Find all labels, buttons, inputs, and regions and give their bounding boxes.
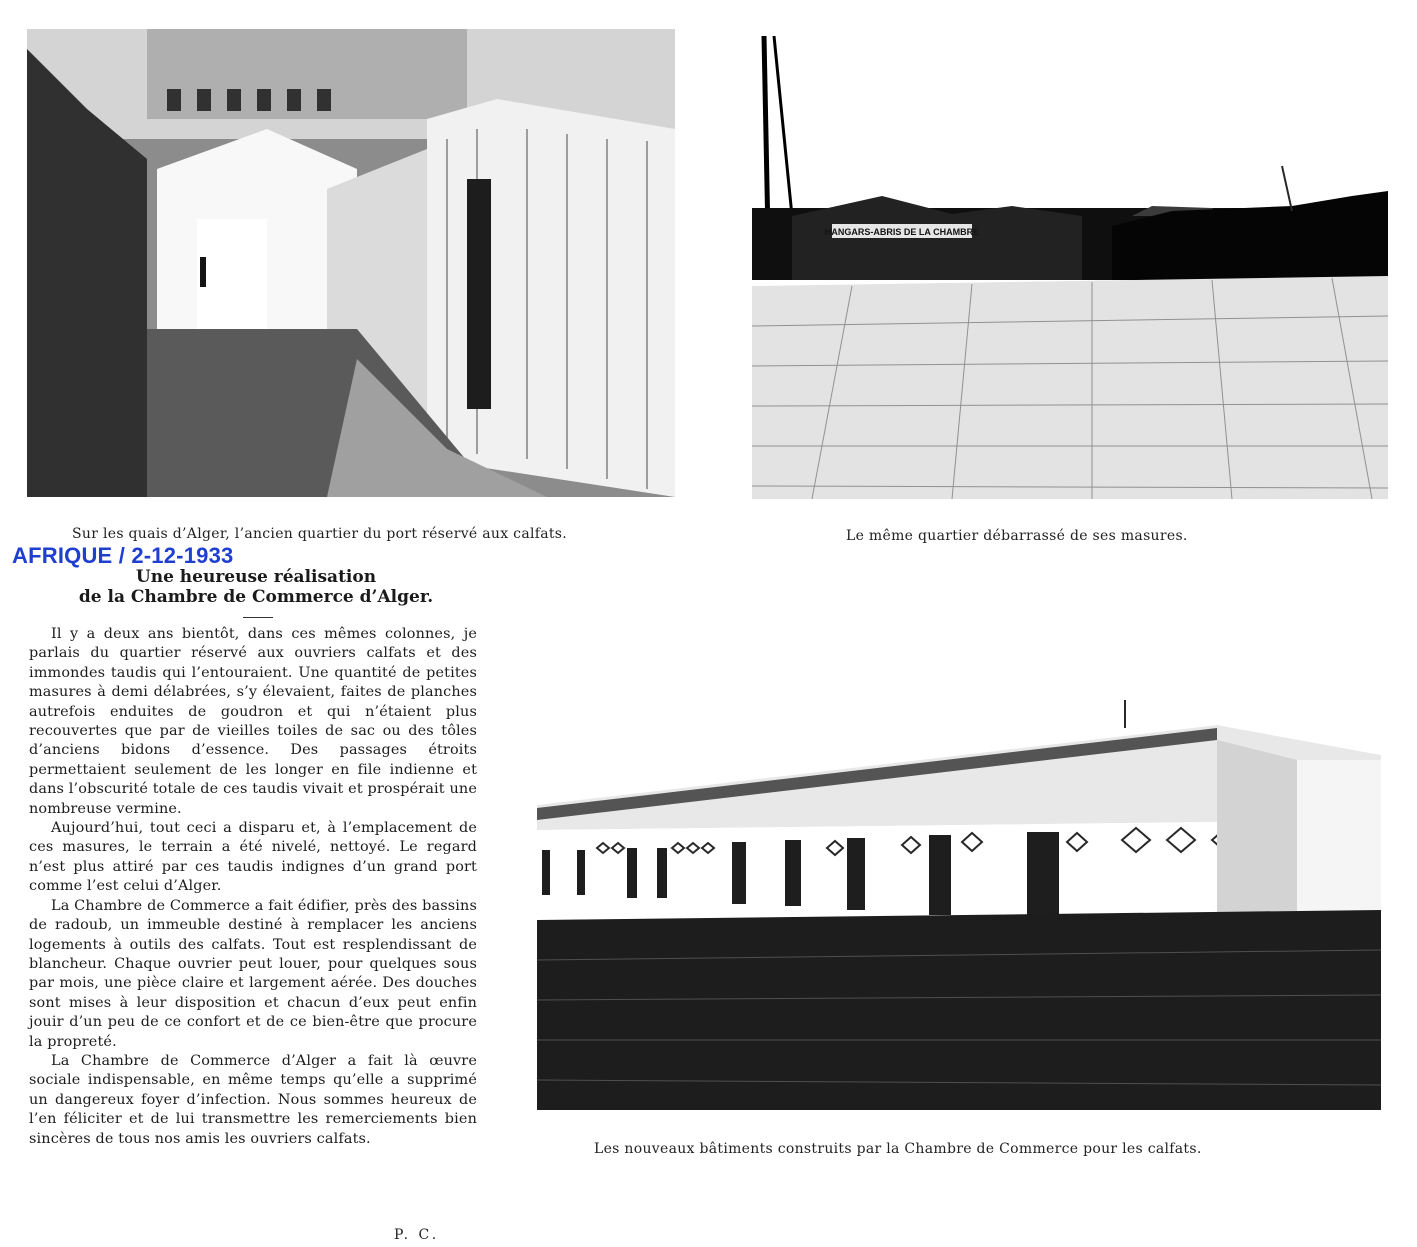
headline-line-2: de la Chambre de Commerce d’Alger.	[78, 587, 434, 607]
caption-old-shacks: Sur les quais d’Alger, l’ancien quartier du port réservé aux calfats.	[72, 526, 568, 542]
photo-new-buildings	[537, 580, 1381, 1110]
article-paragraph-2: Aujourd’hui, tout ceci a disparu et, à l’emplacement de ces masures, le terrain a été nivelé, nettoyé. Le regard n’est plus attiré par ces taudis indignes d’un grand port comme l’est celui d’Alger.	[29, 820, 477, 895]
caption-new-buildings: Les nouveaux bâtiments construits par la Chambre de Commerce pour les calfats.	[594, 1141, 1202, 1157]
photo-old-shacks	[27, 29, 675, 497]
article-signature: P. C.	[394, 1227, 440, 1243]
source-tag: AFRIQUE / 2-12-1933	[12, 543, 234, 568]
article-paragraph-1: Il y a deux ans bientôt, dans ces mêmes colonnes, je parlais du quartier réservé aux ouvriers calfats et des immondes taudis qui l’entouraient. Une quantité de petites masures à demi délabrées, s’y élevaient, faites de planches autrefois enduites de goudron et qui n’étaient plus recouvertes que par de vieilles toiles de sac ou des tôles d’anciens bidons d’essence. Des passages étroits permettaient seulement de les longer en file indienne et dans l’obscurité totale de ces taudis vivait et prospérait une nombreuse vermine.	[29, 626, 477, 817]
article-paragraph-3: La Chambre de Commerce a fait édifier, près des bassins de radoub, un immeuble destiné à remplacer les anciens logements à outils des calfats. Tout est resplendissant de blancheur. Chaque ouvrier peut louer, pour quelques sous par mois, une pièce claire et largement aérée. Des douches sont mises à leur disposition et chacun d’eux peut enfin jouir d’un peu de ce confort et de ce bien-être que procure la propreté.	[29, 897, 477, 1050]
hangar-sign-text: HANGARS-ABRIS DE LA CHAMBRE	[824, 227, 980, 237]
article-body	[29, 625, 477, 1149]
photo-cleared-quarter	[752, 36, 1388, 499]
article-headline	[30, 567, 482, 607]
headline-line-1: Une heureuse réalisation	[135, 567, 377, 587]
caption-cleared-quarter: Le même quartier débarrassé de ses masures.	[846, 528, 1188, 544]
article-paragraph-4: La Chambre de Commerce d’Alger a fait là œuvre sociale indispensable, en même temps qu’elle a supprimé un dangereux foyer d’infection. Nous sommes heureux de l’en féliciter et de lui transmettre les remerciements bien sincères de tous nos amis les ouvriers calfats.	[29, 1052, 477, 1147]
headline-divider	[243, 617, 273, 618]
